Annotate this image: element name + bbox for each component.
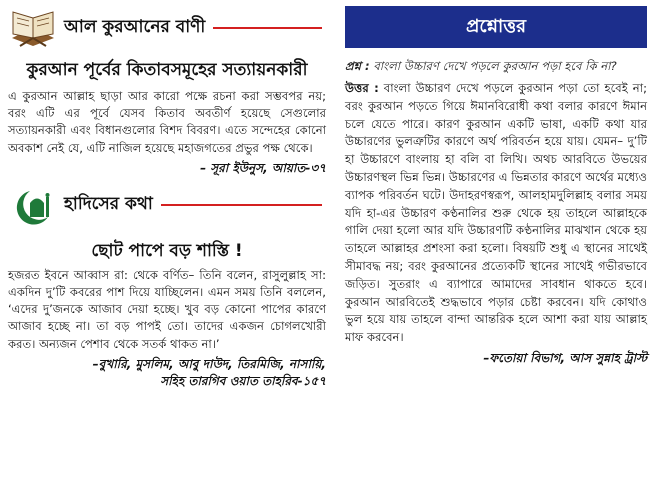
hadith-section-header (8, 183, 326, 227)
mosque-crescent-icon (8, 185, 58, 225)
hadith-header-rule (161, 204, 322, 206)
hadith-citation-line2: সহিহ তারগিব ওয়াত তাহরিব-১৫৭ (160, 373, 326, 388)
hadith-citation-line1: –বুখারি, মুসলিম, আবু দাউদ, তিরমিজি, নাসায়ি, (92, 356, 326, 371)
question-label: প্রশ্ন : (345, 59, 370, 73)
hadith-headline: ছোট পাপে বড় শাস্তি ! (91, 240, 243, 261)
answer-text: বাংলা উচ্চারণ দেখে পড়লে কুরআন পড়া তো হবেই না; বরং কুরআন পড়তে গিয়ে ঈমানবিরোধী কথা বলার কারণে ঈমান চলে যেতে পারে। কারণ কুরআন একটি ভাষা, একটি কথা যার উচ্চারণের ভুলত্রুটির কারণে অর্থ পরিবর্তন হয়ে যায়। যেমন– দু’টি হা উচ্চারণে বাংলায় হা বলি বা লিখি। অথচ আরবিতে উভয়ের উচ্চারণস্থল ভিন্ন ভিন্ন। উচ্চারণের এ ভিন্নতার কারণে অর্থের মধ্যেও ব্যাপক পরিবর্তন ঘটে। উদাহরণস্বরূপ, আলহামদুলিল্লাহ বলার সময় যদি হা-এর উচ্চারণ কণ্ঠনালির শুরু থেকে হয় তাহলে আল্লাহকে গালি দেয়া হলো আর যদি উচ্চারণটি কণ্ঠনালির মাঝখান থেকে হয় তাহলে আল্লাহর প্রশংসা করা হলো। বিষয়টি শুধু এ স্থানের সাথেই সীমাবদ্ধ নয়; বরং কুরআনের প্রত্যেকটি স্থানের সাথেই গভীরভাবে জড়িত। সুতরাং এ ব্যাপারে আমাদের সাবধান থাকতে হবে। কুরআন আরবিতেই শুদ্ধভাবে পড়ার চেষ্টা করবেন। যদি কোথাও ভুল হয়ে যায় তাহলে বান্দা আন্তরিক হলে আশা করা যায় আল্লাহ মাফ করবেন। (345, 81, 647, 345)
quran-body: এ কুরআন আল্লাহ ছাড়া আর কারো পক্ষে রচনা করা সম্ভবপর নয়; বরং এটি এর পূর্বে যেসব কিতাব অবতীর্ণ হয়েছে সেগুলোর সত্যায়নকারী এবং বিধানগুলোর বিশদ বিবরণ। এতে সন্দেহের কোনো অবকাশ নেই যে, এটি নাজিল হয়েছে মহাজগতের প্রভুর পক্ষ থেকে। (8, 89, 326, 155)
quran-headline: কুরআন পূর্বের কিতাবসমূহের সত্যায়নকারী (26, 60, 308, 80)
qa-citation: –ফতোয়া বিভাগ, আস সুন্নাহ ট্রাস্ট (483, 350, 647, 365)
quran-citation: – সূরা ইউনুস, আয়াত-৩৭ (200, 160, 326, 175)
right-column (345, 6, 647, 370)
answer-label: উত্তর : (345, 81, 379, 95)
qa-banner: প্রশ্নোত্তর (345, 6, 647, 48)
quran-section-title: আল কুরআনের বাণী (64, 17, 206, 37)
left-column (8, 6, 326, 390)
qa-question (345, 58, 647, 74)
hadith-body: হজরত ইবনে আব্বাস রা: থেকে বর্ণিত– তিনি বলেন, রাসুলুল্লাহ সা: একদিন দু’টি কবরের পাশ দিয়ে যাচ্ছিলেন। এমন সময় তিনি বললেন, ‘এদের দু’জনকে আজাব দেয়া হচ্ছে। খুব বড় কোনো পাপের কারণে আজাব হচ্ছে না। তা বড় পাপই তো। তাদের একজন চোগলখোরী করত। অন্যজন পেশাব থেকে সতর্ক থাকত না।’ (8, 267, 326, 351)
open-book-on-stand-icon (8, 8, 58, 48)
qa-answer (345, 80, 647, 347)
hadith-section-title: হাদিসের কথা (64, 193, 153, 214)
question-text: বাংলা উচ্চারণ দেখে পড়লে কুরআন পড়া হবে কি না? (373, 59, 617, 73)
quran-section-header (8, 6, 326, 50)
quran-header-rule (213, 27, 322, 29)
